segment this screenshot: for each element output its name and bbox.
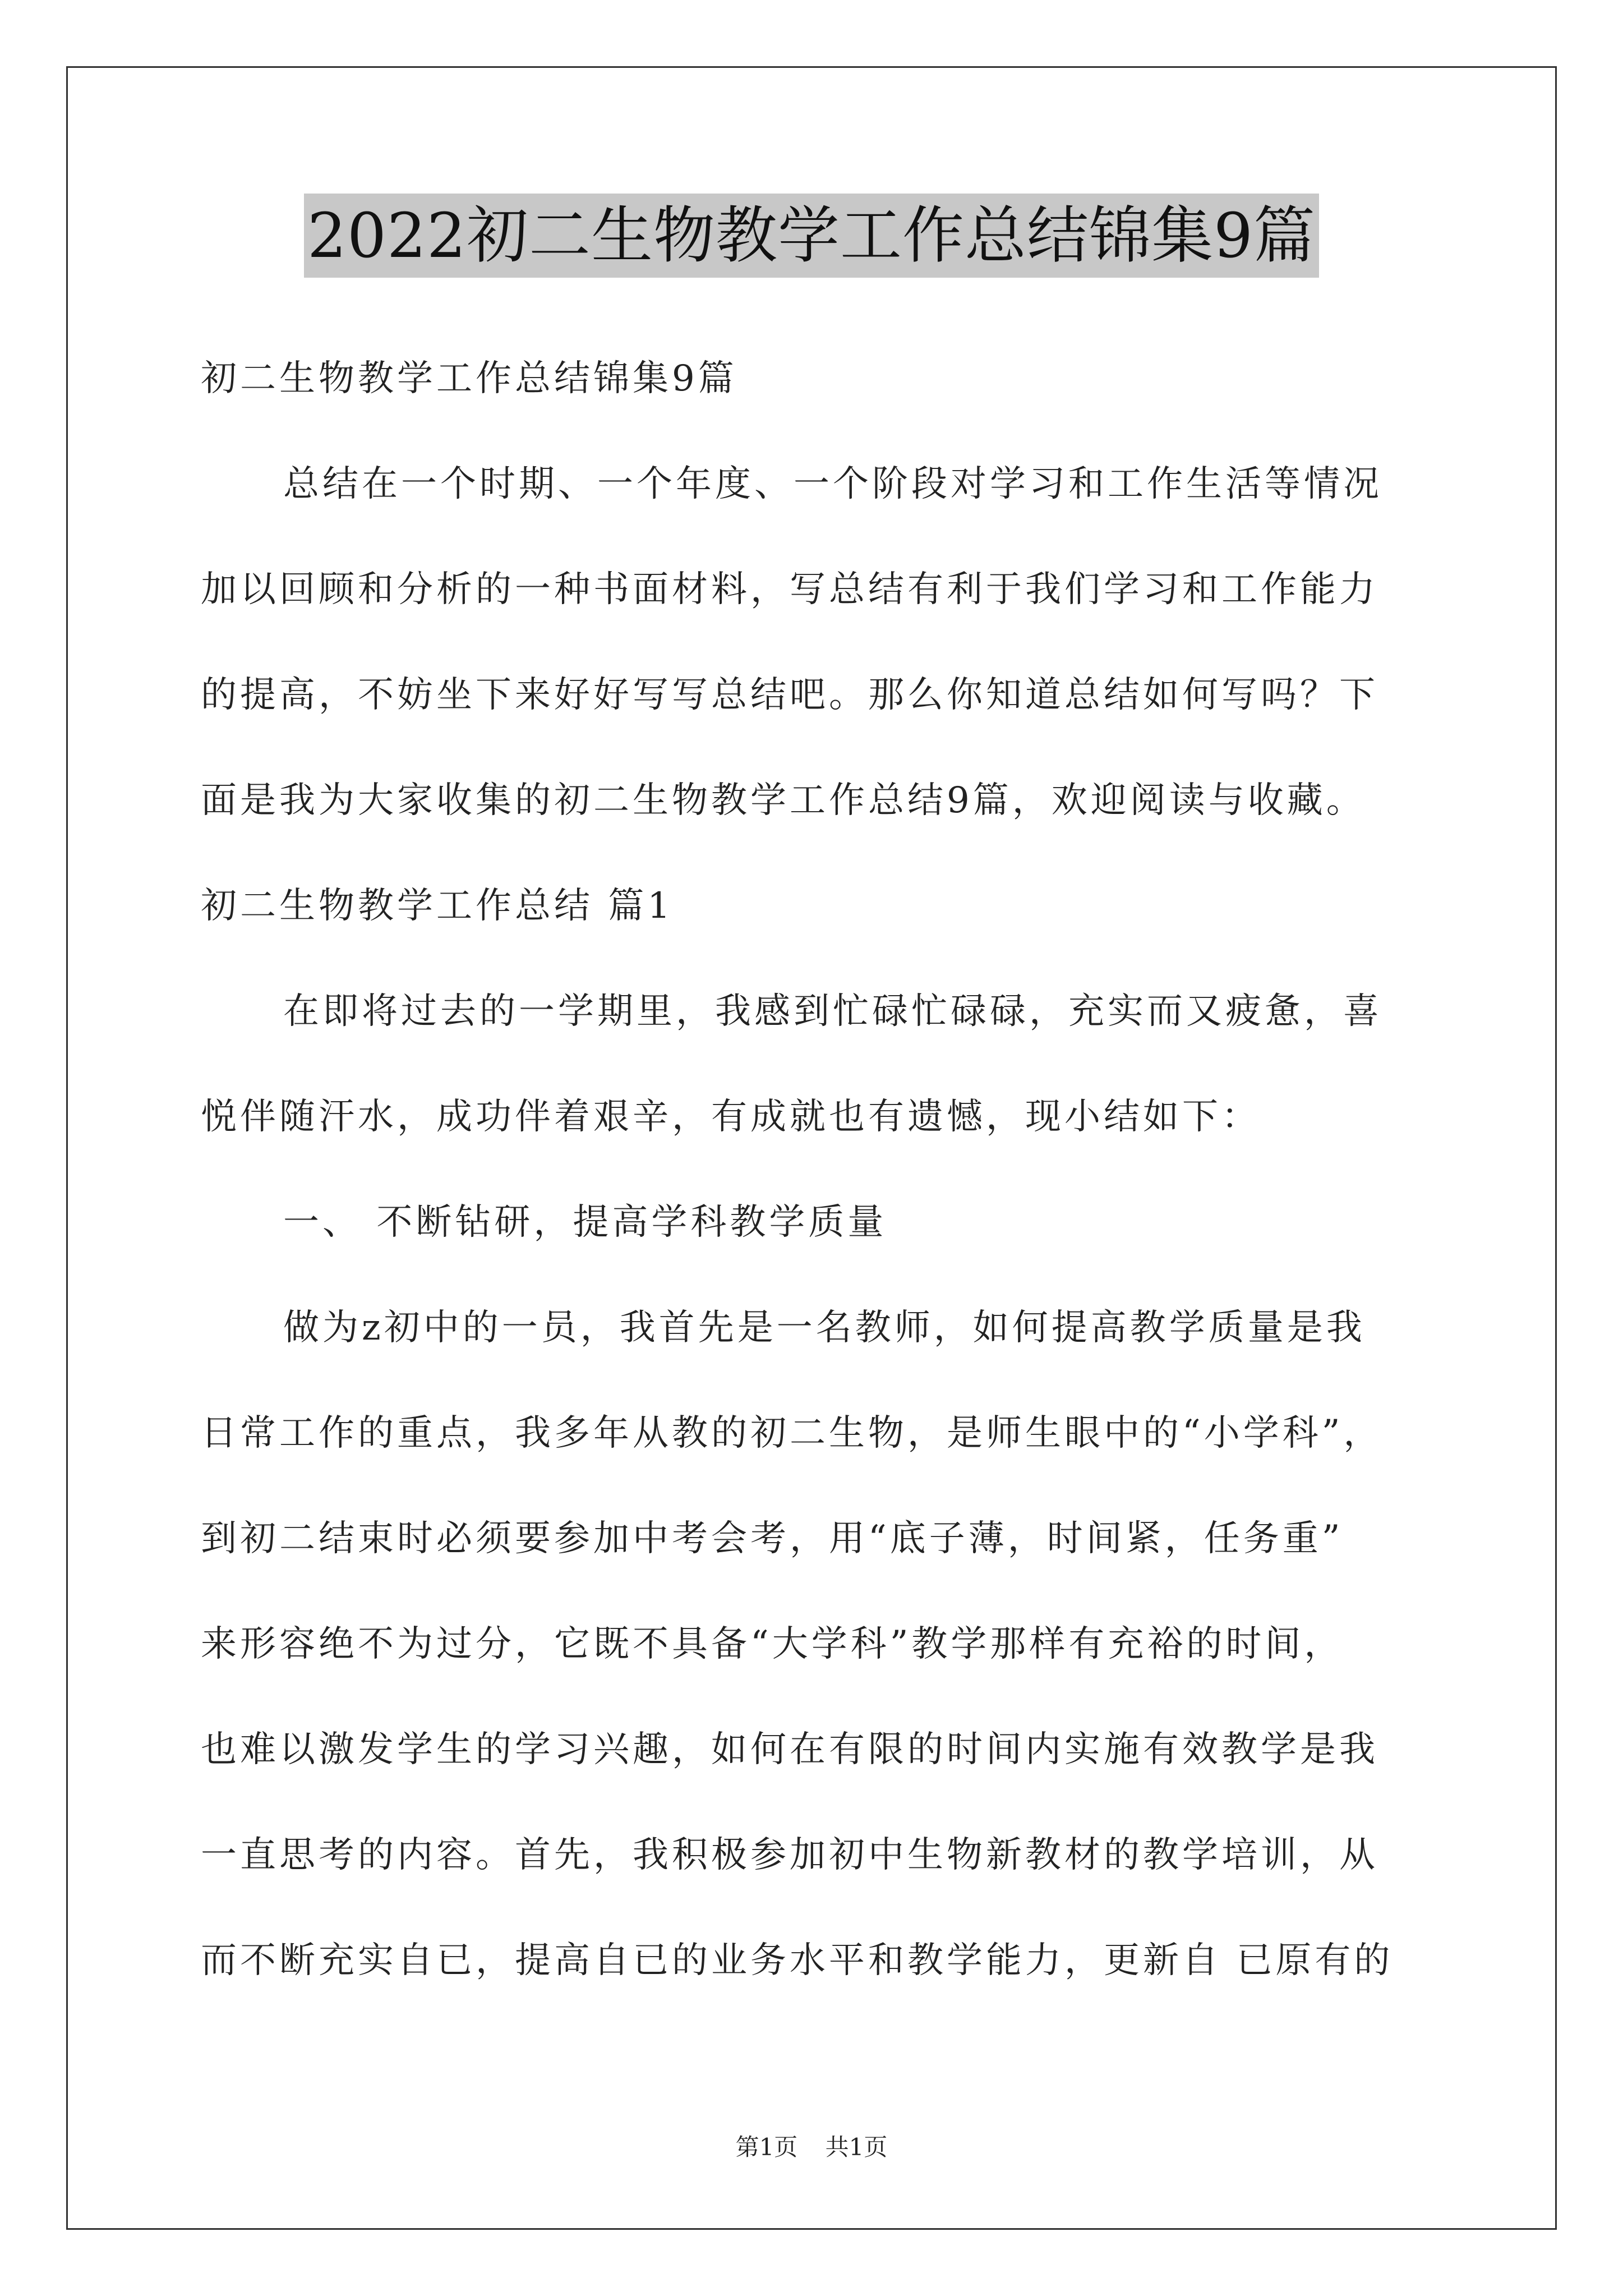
paragraph-line: 的提高，不妨坐下来好好写写总结吧。那么你知道总结如何写吗？下 <box>201 674 1378 716</box>
paragraph-line: 面是我为大家收集的初二生物教学工作总结9篇，欢迎阅读与收藏。 <box>201 780 1366 821</box>
section-heading: 初二生物教学工作总结 篇1 <box>201 885 674 927</box>
paragraph-line: 在即将过去的一学期里，我感到忙碌忙碌碌，充实而又疲惫，喜 <box>283 991 1382 1032</box>
title-container <box>0 194 1623 278</box>
paragraph-line: 到初二结束时必须要参加中考会考，用“底子薄，时间紧，任务重” <box>201 1518 1344 1559</box>
page-number: 第1页 <box>735 2133 798 2161</box>
paragraph-line: 来形容绝不为过分，它既不具备“大学科”教学那样有充裕的时间， <box>201 1623 1344 1665</box>
paragraph-line: 加以回顾和分析的一种书面材料，写总结有利于我们学习和工作能力 <box>201 569 1378 610</box>
paragraph-line: 日常工作的重点，我多年从教的初二生物，是师生眼中的“小学科”， <box>201 1412 1383 1454</box>
subtitle-line: 初二生物教学工作总结锦集9篇 <box>201 358 737 399</box>
paragraph-line: 一直思考的内容。首先，我积极参加初中生物新教材的教学培训，从 <box>201 1834 1378 1876</box>
page-total: 共1页 <box>825 2133 888 2161</box>
document-title: 2022初二生物教学工作总结锦集9篇 <box>304 194 1319 278</box>
paragraph-line: 总结在一个时期、一个年度、一个阶段对学习和工作生活等情况 <box>283 463 1382 505</box>
paragraph-line: 而不断充实自已，提高自已的业务水平和教学能力，更新自 已原有的 <box>201 1940 1394 1981</box>
paragraph-line: 悦伴随汗水，成功伴着艰辛，有成就也有遗憾，现小结如下： <box>201 1096 1261 1138</box>
paragraph-line: 做为z初中的一员，我首先是一名教师，如何提高教学质量是我 <box>283 1307 1366 1349</box>
page-footer <box>0 2131 1623 2164</box>
paragraph-line: 也难以激发学生的学习兴趣，如何在有限的时间内实施有效教学是我 <box>201 1729 1378 1770</box>
subsection-heading: 一、 不断钻研，提高学科教学质量 <box>283 1202 887 1243</box>
